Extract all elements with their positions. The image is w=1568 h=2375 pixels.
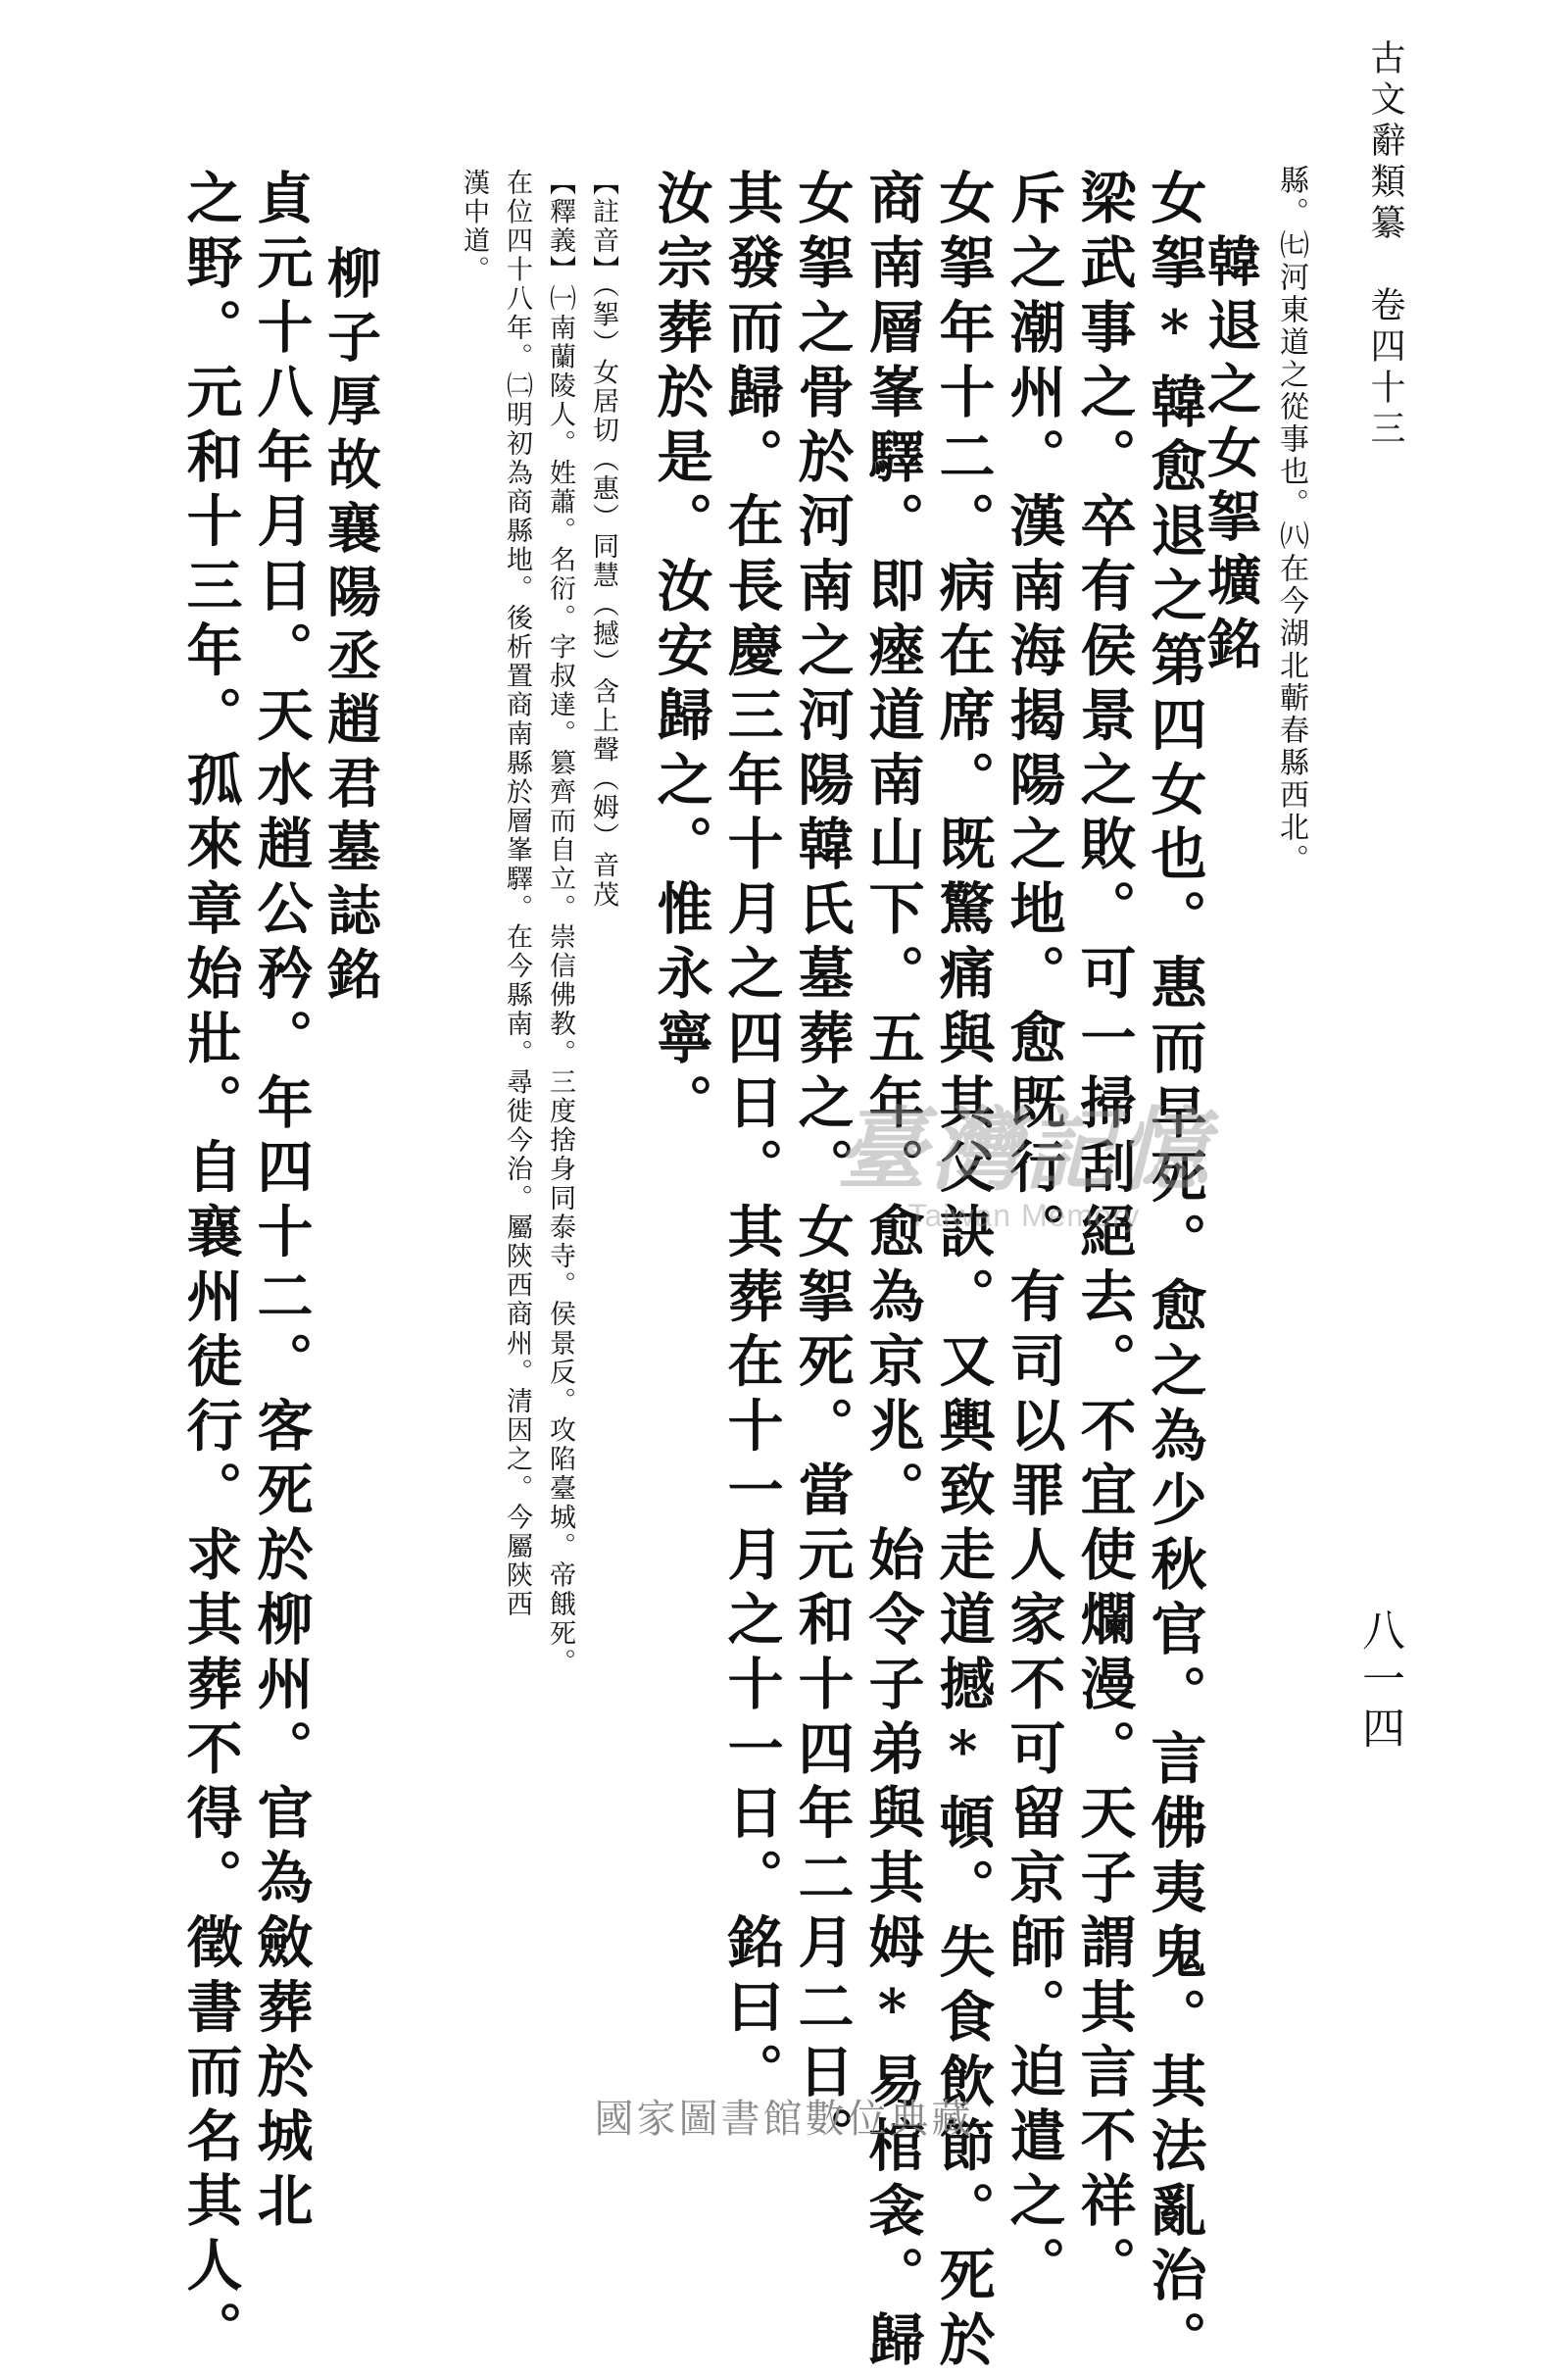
- note-column-continued: 縣。㈦河東道之從事也。㈧在今湖北蘄春縣西北。: [1274, 165, 1308, 876]
- text-column: 汝宗葬於是。汝安歸之。惟永寧。: [648, 169, 713, 1138]
- text-column: 梁武事之。卒有侯景之敗。可一掃刮絕去。不宜使爛漫。天子謂其言不祥。: [1071, 169, 1137, 2301]
- essay-title-liu-zongyuan: 柳子厚故襄陽丞趙君墓誌銘: [318, 245, 382, 1010]
- text-column: 女挐年十二。病在席。既驚痛與其父訣。又輿致走道撼*頓。失食飲節。死於: [930, 169, 996, 2375]
- text-column: 女挐之骨於河南之河陽韓氏墓葬之。女挐死。當元和十四年二月二日。: [789, 169, 855, 2171]
- pronunciation-notes: 【註音】（挐）女居切（惠）同慧（撼）含上聲（姆）音茂: [588, 169, 618, 911]
- essay-title-han-yu: 韓退之女挐壙銘: [1199, 233, 1262, 679]
- text-column: 女挐*韓愈退之第四女也。惠而早死。愈之為少秋官。言佛夷鬼。其法亂治。: [1142, 169, 1207, 2375]
- text-column: 之野。元和十三年。孤來章始壯。自襄州徒行。求其葬不得。徵書而名其人。: [177, 169, 243, 2365]
- watermark-cjk-text: 臺灣記憶: [835, 1097, 1212, 1203]
- watermark-en-text: Taiwan Memory: [907, 1198, 1141, 1233]
- explanation-notes: 【釋義】㈠南蘭陵人。姓蕭。名衍。字叔達。篡齊而自立。崇信佛教。三度捨身同泰寺。侯景反。攻陷臺城。帝餓死。: [545, 169, 575, 1678]
- taiwan-memory-watermark: [804, 1078, 1245, 1234]
- explanation-notes-continued: 在位四十八年。㈡明初為商縣地。後析置商南縣於層峯驛。在今縣南。尋徙今治。屬陝西商州。清因之。今屬陝西: [502, 169, 532, 1619]
- explanation-notes-end: 漢中道。: [459, 169, 489, 285]
- text-column: 其發而歸。在長慶三年十月之四日。其葬在十一月之十一日。銘曰。: [718, 169, 784, 2106]
- text-column: 斥之潮州。漢南海揭陽之地。愈既行。有司以罪人家不可留京師。迫遣之。: [1001, 169, 1066, 2301]
- book-title-header: 古文辭類纂 卷四十三: [1365, 39, 1405, 451]
- text-column: 貞元十八年月日。天水趙公矜。年四十二。客死於柳州。官為斂葬於城北: [248, 169, 314, 2236]
- library-footer: 國家圖書館數位典藏: [594, 2097, 974, 2142]
- page-number: 八一四: [1354, 1608, 1404, 1755]
- text-column: 商南層峯驛。即瘞道南山下。五年。愈為京兆。始令子弟與其姆*易棺衾。歸: [859, 169, 925, 2375]
